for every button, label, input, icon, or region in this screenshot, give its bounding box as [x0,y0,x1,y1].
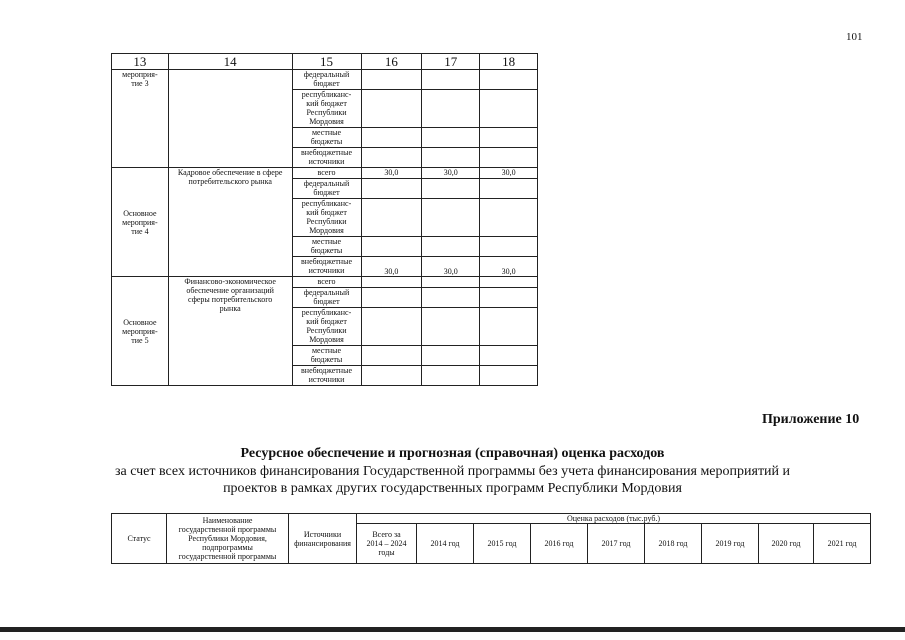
year-header-0: 2014 год [417,524,474,564]
status-cell: мероприя- тие 3 [112,70,169,168]
funding-source-cell: всего [292,168,361,179]
document-subtitle-line-1: за счет всех источников финансирования Государственной программы без учета финансирования мероприятий и [114,464,791,479]
value-cell-v17 [422,90,480,128]
year-header-1: 2015 год [474,524,531,564]
name-header: Наименование государственной программы Республики Мордовия, подпрограммы государственной программы [167,514,289,564]
value-cell-v17 [422,288,480,308]
funding-source-cell: всего [292,277,361,288]
total-header: Всего за 2014 – 2024 годы [357,524,417,564]
status-cell: Основное мероприя- тие 5 [112,277,169,386]
value-cell-v18 [480,148,538,168]
column-header-0: 13 [112,54,169,70]
funding-source-cell: местные бюджеты [292,237,361,257]
value-cell-v18 [480,237,538,257]
column-header-1: 14 [168,54,292,70]
year-header-7: 2021 год [814,524,871,564]
document-title: Ресурсное обеспечение и прогнозная (справочная) оценка расходов [240,446,665,461]
value-cell-v17 [422,128,480,148]
value-cell-v17 [422,346,480,366]
value-cell-v16 [361,70,422,90]
value-cell-v18 [480,288,538,308]
value-cell-v17 [422,179,480,199]
funding-source-cell: федеральный бюджет [292,179,361,199]
value-cell-v16 [361,346,422,366]
top-resource-table [111,53,538,386]
document-subtitle-line-2: проектов в рамках других государственных программ Республики Мордовия [223,481,682,496]
column-header-5: 18 [480,54,538,70]
activity-name-cell: Кадровое обеспечение в сфере потребительского рынка [168,168,292,277]
bottom-resource-table [111,513,871,564]
value-cell-v18: 30,0 [480,168,538,179]
value-cell-v16 [361,366,422,386]
funding-source-cell: местные бюджеты [292,346,361,366]
funding-source-cell: федеральный бюджет [292,288,361,308]
funding-source-cell: федеральный бюджет [292,70,361,90]
value-cell-v16 [361,237,422,257]
funding-source-cell: местные бюджеты [292,128,361,148]
value-cell-v17: 30,0 [422,168,480,179]
value-cell-v16: 30,0 [361,168,422,179]
value-cell-v16: 30,0 [361,257,422,277]
appendix-label: Приложение 10 [762,412,860,427]
value-cell-v17: 30,0 [422,257,480,277]
value-cell-v16 [361,90,422,128]
estimate-header: Оценка расходов (тыс.руб.) [357,514,871,524]
value-cell-v17 [422,237,480,257]
value-cell-v16 [361,179,422,199]
table-row [112,168,538,179]
value-cell-v18 [480,179,538,199]
value-cell-v18: 30,0 [480,257,538,277]
funding-source-cell: республиканс- кий бюджет Республики Мордовия [292,90,361,128]
value-cell-v18 [480,366,538,386]
page-number: 101 [846,31,863,43]
column-header-2: 15 [292,54,361,70]
status-cell: Основное мероприя- тие 4 [112,168,169,277]
value-cell-v17 [422,366,480,386]
value-cell-v17 [422,308,480,346]
value-cell-v18 [480,308,538,346]
value-cell-v16 [361,288,422,308]
column-header-3: 16 [361,54,422,70]
year-header-2: 2016 год [531,524,588,564]
funding-source-cell: республиканс- кий бюджет Республики Мордовия [292,199,361,237]
year-header-6: 2020 год [759,524,814,564]
value-cell-v16 [361,308,422,346]
funding-source-cell: республиканс- кий бюджет Республики Мордовия [292,308,361,346]
year-header-3: 2017 год [588,524,645,564]
value-cell-v18 [480,128,538,148]
year-header-5: 2019 год [702,524,759,564]
funding-source-cell: внебюджетные источники [292,257,361,277]
activity-name-cell: Финансово-экономическое обеспечение организаций сферы потребительского рынка [168,277,292,386]
value-cell-v16 [361,148,422,168]
page-bottom-border [0,627,905,632]
table-row [112,70,538,90]
value-cell-v16 [361,199,422,237]
value-cell-v16 [361,128,422,148]
value-cell-v17 [422,199,480,237]
column-header-4: 17 [422,54,480,70]
table-row [112,277,538,288]
value-cell-v18 [480,199,538,237]
year-header-4: 2018 год [645,524,702,564]
value-cell-v18 [480,90,538,128]
activity-name-cell [168,70,292,168]
status-header: Статус [112,514,167,564]
value-cell-v16 [361,277,422,288]
funding-source-cell: внебюджетные источники [292,366,361,386]
value-cell-v17 [422,70,480,90]
source-header: Источники финансирования [289,514,357,564]
value-cell-v17 [422,277,480,288]
value-cell-v17 [422,148,480,168]
value-cell-v18 [480,277,538,288]
value-cell-v18 [480,70,538,90]
value-cell-v18 [480,346,538,366]
funding-source-cell: внебюджетные источники [292,148,361,168]
